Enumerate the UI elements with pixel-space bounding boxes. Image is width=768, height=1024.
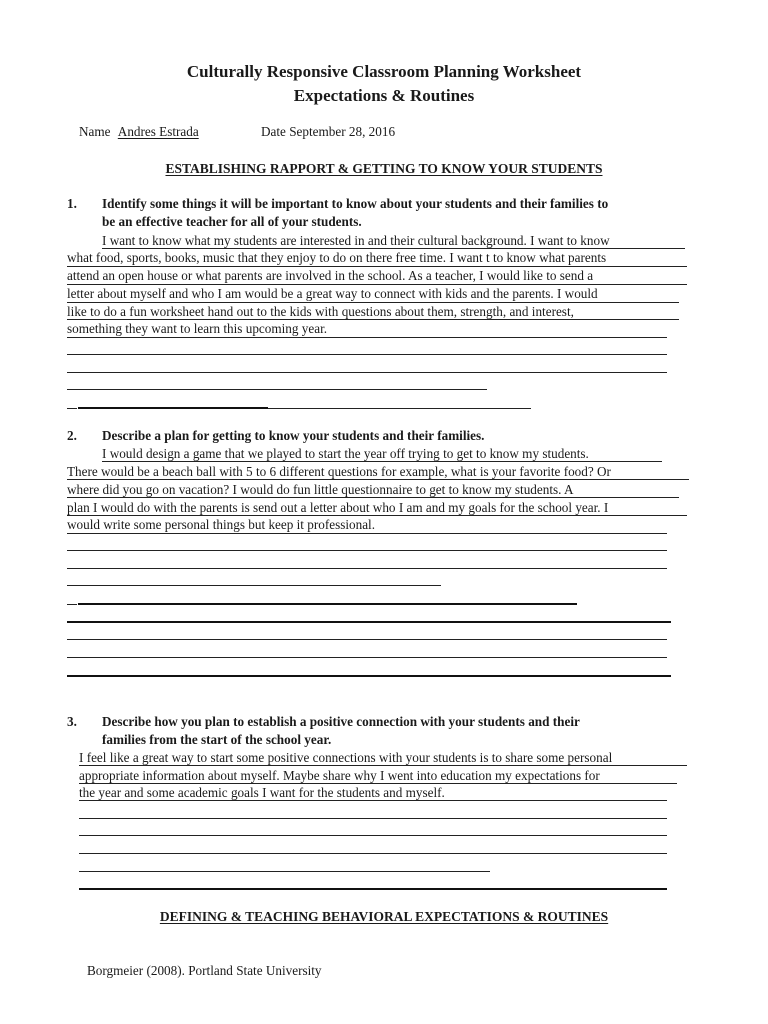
answer-line bbox=[67, 497, 679, 498]
answer-line bbox=[102, 248, 685, 249]
answer-1-line: attend an open house or what parents are involved in the school. As a teacher, I would like to send a bbox=[67, 268, 594, 283]
answer-1-line: something they want to learn this upcoming year. bbox=[67, 321, 328, 336]
answer-1-line: like to do a fun worksheet hand out to the kids with questions about them, strength, and interest, bbox=[67, 304, 574, 319]
answer-3-line: appropriate information about myself. Maybe share why I went into education my expectations for bbox=[79, 768, 600, 783]
name-label: Name bbox=[79, 124, 111, 139]
answer-3-line: I feel like a great way to start some positive connections with your students is to share some personal bbox=[79, 750, 613, 765]
answer-line bbox=[67, 372, 667, 373]
answer-2-line: would write some personal things but keep it professional. bbox=[67, 517, 376, 532]
question-1-prompt-cont: be an effective teacher for all of your students. bbox=[102, 214, 362, 229]
question-2-prompt: Describe a plan for getting to know your students and their families. bbox=[102, 428, 485, 443]
footer-citation: Borgmeier (2008). Portland State University bbox=[87, 963, 322, 978]
answer-line bbox=[67, 302, 679, 303]
answer-line bbox=[67, 585, 441, 586]
answer-1-line: I want to know what my students are interested in and their cultural background. I want to know bbox=[102, 233, 610, 248]
answer-line bbox=[79, 800, 667, 801]
answer-line bbox=[67, 337, 667, 338]
answer-line bbox=[67, 675, 671, 677]
date-field bbox=[261, 124, 395, 140]
answer-line bbox=[79, 871, 490, 872]
answer-2-line: where did you go on vacation? I would do fun little questionnaire to get to know my students. A bbox=[67, 482, 574, 497]
answer-line bbox=[67, 533, 667, 534]
answer-line bbox=[79, 783, 677, 784]
answer-line bbox=[67, 639, 667, 640]
answer-line bbox=[78, 603, 577, 605]
question-3-prompt-cont: families from the start of the school year. bbox=[102, 732, 332, 747]
answer-2-line: I would design a game that we played to start the year off trying to get to know my students. bbox=[102, 446, 589, 461]
answer-1-line: letter about myself and who I am would be a great way to connect with kids and the parents. I would bbox=[67, 286, 598, 301]
answer-line bbox=[79, 835, 667, 836]
answer-line bbox=[67, 354, 667, 355]
answer-line bbox=[67, 550, 667, 551]
answer-2-line: There would be a beach ball with 5 to 6 different questions for example, what is your favorite food? Or bbox=[67, 464, 611, 479]
answer-line bbox=[79, 818, 667, 819]
answer-line bbox=[67, 604, 77, 605]
answer-line bbox=[67, 479, 689, 480]
section-heading-rapport: ESTABLISHING RAPPORT & GETTING TO KNOW YOUR STUDENTS bbox=[165, 161, 603, 176]
answer-line bbox=[79, 853, 667, 854]
answer-line bbox=[67, 284, 687, 285]
answer-line bbox=[67, 515, 687, 516]
date-value: September 28, 2016 bbox=[289, 124, 396, 139]
answer-line bbox=[268, 408, 531, 409]
question-1-number: 1. bbox=[67, 196, 77, 211]
answer-1-line: what food, sports, books, music that they enjoy to do on there free time. I want t to know what parents bbox=[67, 250, 607, 265]
answer-line bbox=[78, 407, 268, 409]
question-1-prompt: Identify some things it will be important to know about your students and their families to bbox=[102, 196, 609, 211]
answer-line bbox=[79, 765, 687, 766]
answer-3-line: the year and some academic goals I want for the students and myself. bbox=[79, 785, 445, 800]
question-3-number: 3. bbox=[67, 714, 77, 729]
answer-line bbox=[67, 389, 487, 390]
answer-line bbox=[67, 266, 687, 267]
answer-line bbox=[67, 319, 679, 320]
date-label: Date bbox=[261, 124, 286, 139]
section-heading-expectations: DEFINING & TEACHING BEHAVIORAL EXPECTATIONS & ROUTINES bbox=[159, 909, 609, 924]
question-2-number: 2. bbox=[67, 428, 77, 443]
worksheet-subtitle: Expectations & Routines bbox=[293, 86, 475, 105]
name-field bbox=[79, 124, 199, 140]
answer-2-line: plan I would do with the parents is send out a letter about who I am and my goals for the school year. I bbox=[67, 500, 609, 515]
answer-line bbox=[102, 461, 662, 462]
name-value: Andres Estrada bbox=[117, 124, 199, 139]
answer-line bbox=[67, 657, 667, 658]
question-3-prompt: Describe how you plan to establish a positive connection with your students and their bbox=[102, 714, 580, 729]
answer-line bbox=[67, 568, 667, 569]
answer-line bbox=[67, 408, 77, 409]
worksheet-title: Culturally Responsive Classroom Planning Worksheet bbox=[186, 62, 582, 81]
answer-line bbox=[67, 621, 671, 623]
answer-line bbox=[79, 888, 667, 890]
